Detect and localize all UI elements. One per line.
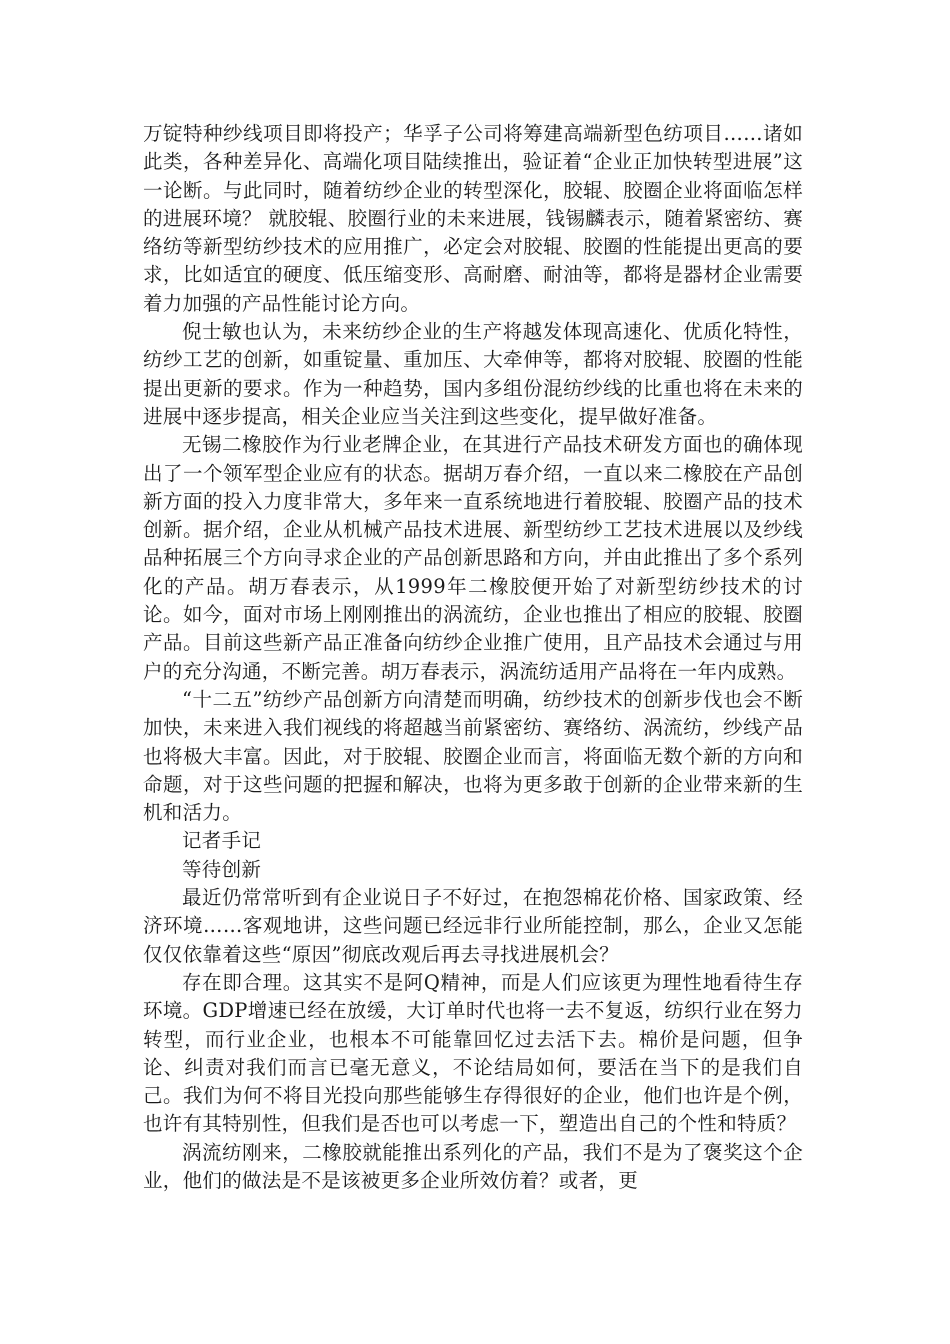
paragraph-8: 存在即合理。这其实不是阿Q精神，而是人们应该更为理性地看待生存环境。GDP增速已经在放缓，大订单时代也将一去不复返，纺织行业在努力转型，而行业企业，也根本不可能靠回忆过去活下去。棉价是问题，但争论、纠责对我们而言已毫无意义，不论结局如何，要活在当下的是我们自己。我们为何不将目光投向那些能够生存得很好的企业，他们也许是个例，也许有其特别性，但我们是否也可以考虑一下，塑造出自己的个性和特质？	[143, 970, 803, 1136]
paragraph-3: 无锡二橡胶作为行业老牌企业，在其进行产品技术研发方面也的确体现出了一个领军型企业应有的状态。据胡万春介绍，一直以来二橡胶在产品创新方面的投入力度非常大，多年来一直系统地进行着胶辊、胶圈产品的技术创新。据介绍，企业从机械产品技术进展、新型纺纱工艺技术进展以及纱线品种拓展三个方向寻求企业的产品创新思路和方向，并由此推出了多个系列化的产品。胡万春表示，从1999年二橡胶便开始了对新型纺纱技术的讨论。如今，面对市场上刚刚推出的涡流纺，企业也推出了相应的胶辊、胶圈产品。目前这些新产品正准备向纺纱企业推广使用，且产品技术会通过与用户的充分沟通，不断完善。胡万春表示，涡流纺适用产品将在一年内成熟。	[143, 433, 803, 683]
section-label-reporter-notes: 记者手记	[182, 829, 262, 853]
paragraph-1: 万锭特种纱线项目即将投产；华孚子公司将筹建高端新型色纺项目……诸如此类，各种差异化、高端化项目陆续推出，验证着“企业正加快转型进展”这一论断。与此同时，随着纺纱企业的转型深化，胶辊、胶圈企业将面临怎样的进展环境？ 就胶辊、胶圈行业的未来进展，钱锡麟表示，随着紧密纺、赛络纺等新型纺纱技术的应用推广，必定会对胶辊、胶圈的性能提出更高的要求，比如适宜的硬度、低压缩变形、高耐磨、耐油等，都将是器材企业需要着力加强的产品性能讨论方向。	[143, 122, 803, 315]
paragraph-4: “十二五”纺纱产品创新方向清楚而明确，纺纱技术的创新步伐也会不断加快，未来进入我们视线的将超越当前紧密纺、赛络纺、涡流纺，纱线产品也将极大丰富。因此，对于胶辊、胶圈企业而言，将面临无数个新的方向和命题，对于这些问题的把握和解决，也将为更多敢于创新的企业带来新的生机和活力。	[143, 687, 803, 825]
paragraph-7: 最近仍常常听到有企业说日子不好过，在抱怨棉花价格、国家政策、经济环境……客观地讲，这些问题已经远非行业所能控制，那么，企业又怎能仅仅依靠着这些“原因”彻底改观后再去寻找进展机会？	[143, 886, 803, 966]
section-title-waiting-innovation: 等待创新	[182, 857, 262, 881]
paragraph-2: 倪士敏也认为，未来纺纱企业的生产将越发体现高速化、优质化特性，纺纱工艺的创新，如重锭量、重加压、大牵伸等，都将对胶辊、胶圈的性能提出更新的要求。作为一种趋势，国内多组份混纺纱线的比重也将在未来的进展中逐步提高，相关企业应当关注到这些变化，提早做好准备。	[143, 320, 803, 428]
document-page	[143, 120, 803, 1195]
paragraph-9: 涡流纺刚来，二橡胶就能推出系列化的产品，我们不是为了褒奖这个企业，他们的做法是不是该被更多企业所效仿着？或者，更	[143, 1140, 803, 1192]
